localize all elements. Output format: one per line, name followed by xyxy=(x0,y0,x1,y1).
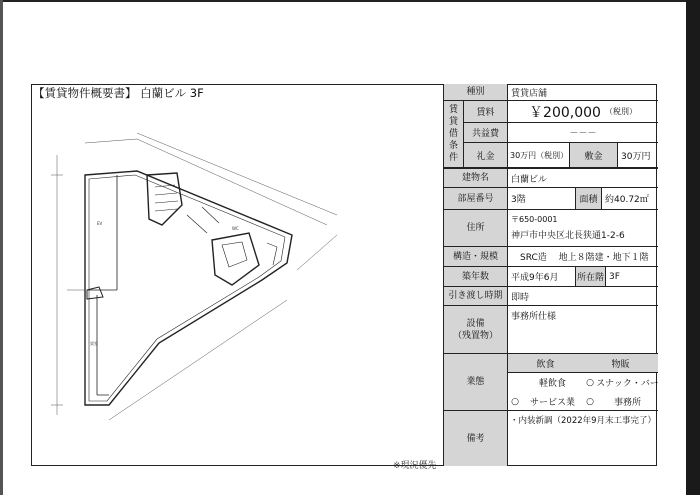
handover-label: 引き渡し時期 xyxy=(444,287,508,305)
scan-edge-right xyxy=(686,0,700,495)
row-handover xyxy=(444,287,658,306)
stair-core xyxy=(147,173,182,225)
floor-label: 所在階 xyxy=(576,267,606,286)
biz-office-label: 事務所 xyxy=(613,398,641,408)
kind-label: 種別 xyxy=(444,84,508,100)
sheet-title: 【賃貸物件概要書】 白蘭ビル 3F xyxy=(33,86,204,100)
row-address xyxy=(444,210,658,247)
built-value: 平成9年6月 xyxy=(508,267,576,286)
room-label: 部屋番号 xyxy=(444,188,508,209)
floor-outline xyxy=(85,171,292,405)
area-label: 面積 xyxy=(576,188,602,209)
rent-tax: （税別） xyxy=(604,107,637,116)
row-business xyxy=(444,354,658,411)
handover-value: 即時 xyxy=(511,292,530,303)
conditions-label: 賃 貸 借 条 件 xyxy=(444,101,464,168)
address-label: 住所 xyxy=(444,210,508,246)
biz-office-mark: ○ xyxy=(586,396,594,407)
row-remarks xyxy=(444,411,658,466)
common-label: 共益費 xyxy=(464,123,508,142)
remarks-value: ・内装新調（2022年9月末工事完了） xyxy=(510,416,657,426)
scan-edge-top xyxy=(0,0,700,2)
remarks-label: 備考 xyxy=(444,411,508,466)
biz-head-retail: 物販 xyxy=(611,360,630,370)
svg-text:EV: EV xyxy=(97,221,103,226)
key-money-value: 30万円（税別） xyxy=(508,143,570,167)
key-money-label: 礼金 xyxy=(464,143,508,167)
restroom xyxy=(212,233,259,285)
biz-snack-label: スナック・バー xyxy=(596,379,659,389)
biz-light-mark xyxy=(508,373,522,392)
business-label: 業態 xyxy=(444,354,508,410)
svg-text:賃室: 賃室 xyxy=(90,341,98,346)
row-rent xyxy=(464,101,658,123)
rent-label: 賃料 xyxy=(464,101,508,122)
equipment-label: 設備 （残置物） xyxy=(444,306,508,353)
biz-head-food: 飲食 xyxy=(536,360,555,370)
row-building xyxy=(444,168,658,188)
biz-service-label: サービス業 xyxy=(529,398,575,408)
area-value: 約40.72㎡ xyxy=(605,195,649,205)
floor-value: 3F xyxy=(609,271,620,282)
structure-value: SRC造 地上８階建・地下１階 xyxy=(520,253,649,263)
floor-plan xyxy=(37,115,382,460)
biz-light-label: 軽飲食 xyxy=(538,379,566,389)
built-label: 築年数 xyxy=(444,267,508,286)
biz-service-mark: ○ xyxy=(511,396,519,407)
plan-footnote: ※現況優先 xyxy=(393,461,437,471)
row-keymoney xyxy=(464,143,658,168)
svg-text:WC: WC xyxy=(232,226,239,231)
scan-edge-left xyxy=(0,0,3,495)
row-structure xyxy=(444,247,658,267)
spec-table xyxy=(443,84,657,466)
row-built xyxy=(444,267,658,287)
postal-code: 〒650-0001 xyxy=(511,215,558,224)
building-value: 白蘭ビル xyxy=(511,174,548,185)
row-room xyxy=(444,188,658,210)
deposit-label: 敷金 xyxy=(570,143,618,167)
biz-snack-mark: ○ xyxy=(586,377,594,388)
row-kind xyxy=(444,84,658,101)
row-equipment xyxy=(444,306,658,354)
row-common xyxy=(464,123,658,143)
structure-label: 構造・規模 xyxy=(444,247,508,266)
equipment-value: 事務所仕様 xyxy=(511,312,557,322)
rent-value: ￥200,000 xyxy=(529,104,601,121)
common-value: －－－ xyxy=(569,129,597,139)
kind-value: 賃貸店舗 xyxy=(511,88,548,99)
building-label: 建物名 xyxy=(444,169,508,187)
room-value: 3階 xyxy=(508,188,576,209)
address-value: 神戸市中央区北長狭通1-2-6 xyxy=(511,231,625,241)
deposit-value: 30万円 xyxy=(621,151,651,162)
